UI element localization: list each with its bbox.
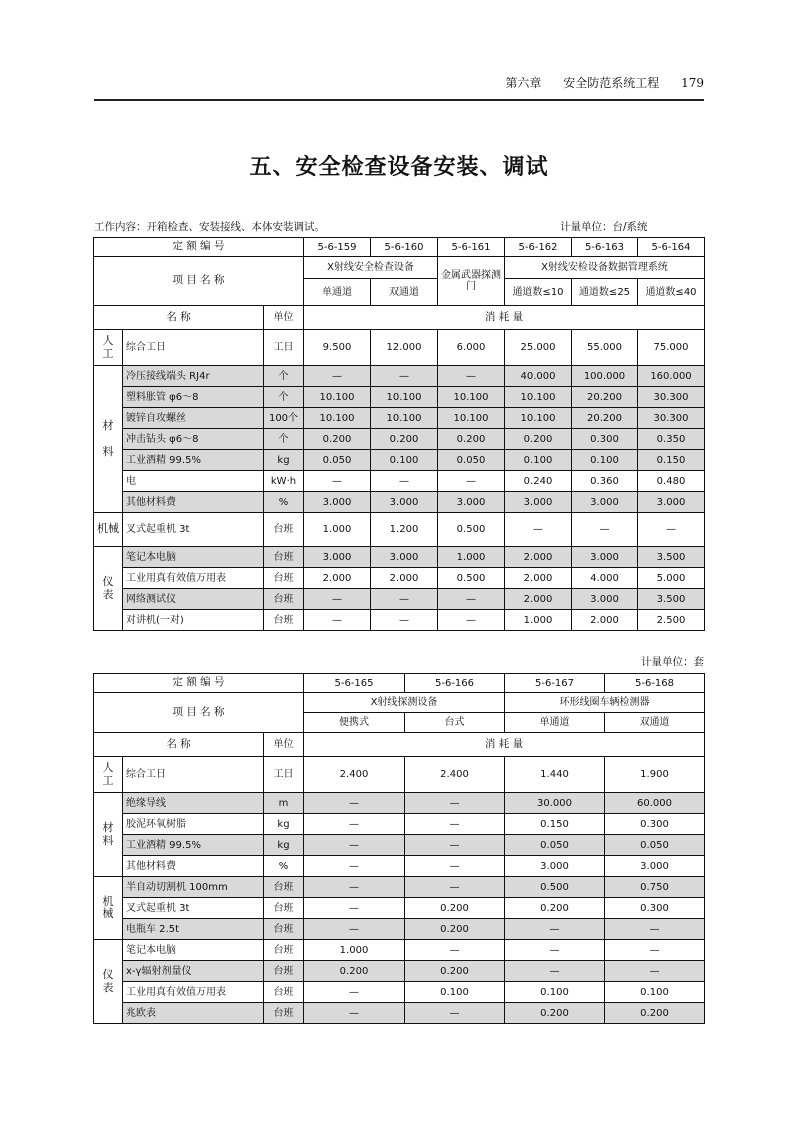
item-name-label: 项 目 名 称 xyxy=(94,693,304,733)
item-name: 电 xyxy=(123,471,264,492)
sub-header-cell: 单通道 xyxy=(304,279,371,306)
item-unit: 台班 xyxy=(264,898,304,919)
table-row xyxy=(94,513,705,547)
value-cell: 0.240 xyxy=(505,471,572,492)
value-cell: 40.000 xyxy=(505,366,572,387)
unit-column-label: 单位 xyxy=(264,733,304,757)
item-name: 兆欧表 xyxy=(123,1003,264,1024)
value-cell: 1.900 xyxy=(605,757,705,793)
item-name: 电瓶车 2.5t xyxy=(123,919,264,940)
value-cell: — xyxy=(304,610,371,631)
value-cell: 0.500 xyxy=(438,568,505,589)
section-label: 安全防范系统工程 xyxy=(563,76,660,90)
code-cell: 5-6-165 xyxy=(304,674,405,693)
value-cell: 0.200 xyxy=(371,429,438,450)
item-unit: 工日 xyxy=(264,330,304,366)
unit-column-label: 单位 xyxy=(264,306,304,330)
value-cell: — xyxy=(438,589,505,610)
value-cell: 3.000 xyxy=(572,547,638,568)
table-row xyxy=(94,1003,705,1024)
item-unit: kg xyxy=(264,814,304,835)
table-row xyxy=(94,835,705,856)
code-cell: 5-6-162 xyxy=(505,238,572,257)
item-name: 工业酒精 99.5% xyxy=(123,835,264,856)
item-unit: 台班 xyxy=(264,513,304,547)
value-cell: 3.000 xyxy=(304,492,371,513)
item-name: 冷压接线端头 RJ4r xyxy=(123,366,264,387)
item-name: 塑料胀管 φ6～8 xyxy=(123,387,264,408)
value-cell: 100.000 xyxy=(572,366,638,387)
value-cell: 0.050 xyxy=(605,835,705,856)
item-name: 其他材料费 xyxy=(123,856,264,877)
page-header xyxy=(94,74,704,91)
value-cell: — xyxy=(304,1003,405,1024)
sub-header-cell: 单通道 xyxy=(505,713,605,733)
group-xray-security: X射线安全检查设备 xyxy=(304,257,438,279)
value-cell: — xyxy=(304,814,405,835)
value-cell: — xyxy=(304,877,405,898)
value-cell: 2.000 xyxy=(505,589,572,610)
item-name: 叉式起重机 3t xyxy=(123,898,264,919)
value-cell: 3.000 xyxy=(572,589,638,610)
table-row xyxy=(94,877,705,898)
value-cell: 0.200 xyxy=(304,429,371,450)
table-row xyxy=(94,940,705,961)
value-cell: 0.200 xyxy=(405,919,505,940)
item-unit: 工日 xyxy=(264,757,304,793)
value-cell: 0.200 xyxy=(605,1003,705,1024)
item-name: 镀锌自攻螺丝 xyxy=(123,408,264,429)
table-row xyxy=(94,814,705,835)
value-cell: — xyxy=(505,961,605,982)
code-cell: 5-6-163 xyxy=(572,238,638,257)
value-cell: 0.200 xyxy=(505,898,605,919)
value-cell: 10.100 xyxy=(505,408,572,429)
value-cell: — xyxy=(304,366,371,387)
value-cell: 0.200 xyxy=(304,961,405,982)
category-material: 材料 xyxy=(94,793,123,877)
value-cell: 10.100 xyxy=(371,408,438,429)
value-cell: 2.000 xyxy=(505,568,572,589)
item-unit: 台班 xyxy=(264,589,304,610)
value-cell: 0.300 xyxy=(605,898,705,919)
table-row xyxy=(94,492,705,513)
table-row xyxy=(94,793,705,814)
value-cell: 0.500 xyxy=(438,513,505,547)
value-cell: 0.100 xyxy=(371,450,438,471)
value-cell: — xyxy=(438,471,505,492)
value-cell: 0.300 xyxy=(605,814,705,835)
work-content: 工作内容：开箱检查、安装接线、本体安装调试。 xyxy=(94,221,325,233)
sub-header-cell: 通道数≤25 xyxy=(572,279,638,306)
table-row xyxy=(94,387,705,408)
value-cell: 0.200 xyxy=(505,429,572,450)
value-cell: — xyxy=(405,856,505,877)
value-cell: 10.100 xyxy=(438,408,505,429)
code-cell: 5-6-160 xyxy=(371,238,438,257)
item-unit: 台班 xyxy=(264,919,304,940)
table-row xyxy=(94,330,705,366)
item-unit: kg xyxy=(264,835,304,856)
table-row xyxy=(94,757,705,793)
value-cell: 3.000 xyxy=(605,856,705,877)
item-name: 笔记本电脑 xyxy=(123,940,264,961)
sub-header-cell: 便携式 xyxy=(304,713,405,733)
name-column-label: 名 称 xyxy=(94,306,264,330)
value-cell: 10.100 xyxy=(371,387,438,408)
table-row xyxy=(94,568,705,589)
value-cell: 55.000 xyxy=(572,330,638,366)
value-cell: 2.000 xyxy=(505,547,572,568)
value-cell: 0.200 xyxy=(405,961,505,982)
group-xray-detection: X射线探测设备 xyxy=(304,693,505,713)
value-cell: 0.360 xyxy=(572,471,638,492)
value-cell: 3.000 xyxy=(371,492,438,513)
value-cell: 5.000 xyxy=(638,568,705,589)
code-cell: 5-6-161 xyxy=(438,238,505,257)
value-cell: 2.400 xyxy=(304,757,405,793)
value-cell: 3.000 xyxy=(505,492,572,513)
item-unit: 台班 xyxy=(264,961,304,982)
chapter-label: 第六章 xyxy=(505,76,542,90)
value-cell: — xyxy=(304,919,405,940)
value-cell: 20.200 xyxy=(572,387,638,408)
item-name: 工业用真有效值万用表 xyxy=(123,982,264,1003)
item-unit: % xyxy=(264,856,304,877)
item-unit: % xyxy=(264,492,304,513)
value-cell: 30.300 xyxy=(638,408,705,429)
table-row xyxy=(94,982,705,1003)
value-cell: 3.000 xyxy=(572,492,638,513)
value-cell: — xyxy=(605,940,705,961)
value-cell: — xyxy=(371,589,438,610)
value-cell: — xyxy=(304,589,371,610)
category-instrument: 仪表 xyxy=(94,547,123,631)
value-cell: 2.400 xyxy=(405,757,505,793)
table-row xyxy=(94,961,705,982)
value-cell: 30.300 xyxy=(638,387,705,408)
value-cell: 10.100 xyxy=(304,387,371,408)
value-cell: 1.000 xyxy=(438,547,505,568)
sub-header-cell: 双通道 xyxy=(605,713,705,733)
value-cell: — xyxy=(405,940,505,961)
value-cell: — xyxy=(304,835,405,856)
column-header-row xyxy=(94,733,705,757)
category-labor: 人工 xyxy=(94,330,123,366)
value-cell: — xyxy=(371,366,438,387)
value-cell: 0.200 xyxy=(505,1003,605,1024)
table-row xyxy=(94,610,705,631)
quota-table-1 xyxy=(93,237,705,631)
header-rule xyxy=(94,99,704,101)
quota-code-row xyxy=(94,238,705,257)
category-labor: 人工 xyxy=(94,757,123,793)
value-cell: 0.050 xyxy=(505,835,605,856)
item-name: 综合工日 xyxy=(123,757,264,793)
value-cell: — xyxy=(304,898,405,919)
value-cell: 75.000 xyxy=(638,330,705,366)
item-name: x-γ辐射剂量仪 xyxy=(123,961,264,982)
value-cell: 0.100 xyxy=(572,450,638,471)
unit-label-table1: 计量单位：台/系统 xyxy=(560,221,648,233)
value-cell: 20.200 xyxy=(572,408,638,429)
table-row xyxy=(94,919,705,940)
unit-label-table2: 计量单位：套 xyxy=(641,656,704,668)
item-unit: 台班 xyxy=(264,940,304,961)
value-cell: 1.000 xyxy=(304,940,405,961)
item-name: 叉式起重机 3t xyxy=(123,513,264,547)
value-cell: 10.100 xyxy=(505,387,572,408)
value-cell: — xyxy=(505,940,605,961)
value-cell: — xyxy=(405,1003,505,1024)
value-cell: 2.500 xyxy=(638,610,705,631)
value-cell: 0.100 xyxy=(405,982,505,1003)
value-cell: 0.150 xyxy=(505,814,605,835)
item-unit: 台班 xyxy=(264,1003,304,1024)
value-cell: — xyxy=(371,471,438,492)
value-cell: 0.150 xyxy=(638,450,705,471)
item-name: 笔记本电脑 xyxy=(123,547,264,568)
group-loop-detector: 环形线圈车辆检测器 xyxy=(505,693,705,713)
item-name: 综合工日 xyxy=(123,330,264,366)
table-row xyxy=(94,366,705,387)
code-cell: 5-6-159 xyxy=(304,238,371,257)
sub-header-cell: 通道数≤40 xyxy=(638,279,705,306)
category-material: 材料 xyxy=(94,366,123,513)
value-cell: — xyxy=(505,513,572,547)
item-unit: 台班 xyxy=(264,610,304,631)
value-cell: 4.000 xyxy=(572,568,638,589)
item-unit: 台班 xyxy=(264,982,304,1003)
sub-header-cell: 台式 xyxy=(405,713,505,733)
category-instrument: 仪表 xyxy=(94,940,123,1024)
consumption-label: 消 耗 量 xyxy=(304,306,705,330)
value-cell: — xyxy=(304,982,405,1003)
item-unit: m xyxy=(264,793,304,814)
value-cell: 3.000 xyxy=(505,856,605,877)
item-name-label: 项 目 名 称 xyxy=(94,257,304,306)
value-cell: 160.000 xyxy=(638,366,705,387)
value-cell: 0.200 xyxy=(438,429,505,450)
code-cell: 5-6-168 xyxy=(605,674,705,693)
item-name: 其他材料费 xyxy=(123,492,264,513)
value-cell: 2.000 xyxy=(371,568,438,589)
value-cell: — xyxy=(438,366,505,387)
value-cell: — xyxy=(638,513,705,547)
value-cell: — xyxy=(304,793,405,814)
value-cell: 2.000 xyxy=(304,568,371,589)
value-cell: 0.100 xyxy=(505,450,572,471)
value-cell: — xyxy=(405,814,505,835)
item-name: 对讲机(一对) xyxy=(123,610,264,631)
value-cell: 0.750 xyxy=(605,877,705,898)
group-header-row xyxy=(94,693,705,713)
item-unit: 100个 xyxy=(264,408,304,429)
value-cell: — xyxy=(371,610,438,631)
group-header-row xyxy=(94,257,705,279)
item-name: 胶泥环氧树脂 xyxy=(123,814,264,835)
item-unit: 个 xyxy=(264,387,304,408)
value-cell: — xyxy=(405,877,505,898)
value-cell: 0.050 xyxy=(304,450,371,471)
value-cell: 3.000 xyxy=(371,547,438,568)
value-cell: 0.200 xyxy=(405,898,505,919)
item-unit: 台班 xyxy=(264,568,304,589)
item-unit: 台班 xyxy=(264,547,304,568)
value-cell: — xyxy=(605,919,705,940)
table-row xyxy=(94,450,705,471)
value-cell: — xyxy=(505,919,605,940)
group-metal-detector: 金属武器探测门 xyxy=(438,257,505,306)
item-unit: 台班 xyxy=(264,877,304,898)
value-cell: — xyxy=(572,513,638,547)
item-unit: 个 xyxy=(264,366,304,387)
quota-table-2 xyxy=(93,673,705,1024)
quota-no-label: 定 额 编 号 xyxy=(94,238,304,257)
table-row xyxy=(94,856,705,877)
value-cell: 12.000 xyxy=(371,330,438,366)
category-machine: 机械 xyxy=(94,513,123,547)
item-unit: kg xyxy=(264,450,304,471)
value-cell: 10.100 xyxy=(304,408,371,429)
item-name: 工业用真有效值万用表 xyxy=(123,568,264,589)
value-cell: 0.100 xyxy=(605,982,705,1003)
value-cell: — xyxy=(405,835,505,856)
page-number: 179 xyxy=(681,76,704,90)
value-cell: 10.100 xyxy=(438,387,505,408)
value-cell: 0.350 xyxy=(638,429,705,450)
value-cell: 0.100 xyxy=(505,982,605,1003)
value-cell: — xyxy=(605,961,705,982)
value-cell: 0.050 xyxy=(438,450,505,471)
value-cell: 3.500 xyxy=(638,547,705,568)
code-cell: 5-6-166 xyxy=(405,674,505,693)
group-data-system: X射线安检设备数据管理系统 xyxy=(505,257,705,279)
value-cell: 60.000 xyxy=(605,793,705,814)
item-unit: 个 xyxy=(264,429,304,450)
item-unit: kW·h xyxy=(264,471,304,492)
item-name: 网络测试仪 xyxy=(123,589,264,610)
value-cell: 2.000 xyxy=(572,610,638,631)
code-cell: 5-6-167 xyxy=(505,674,605,693)
value-cell: 1.000 xyxy=(505,610,572,631)
value-cell: — xyxy=(304,856,405,877)
value-cell: 3.500 xyxy=(638,589,705,610)
page-title: 五、安全检查设备安装、调试 xyxy=(249,154,549,180)
table-row xyxy=(94,408,705,429)
value-cell: 9.500 xyxy=(304,330,371,366)
value-cell: 6.000 xyxy=(438,330,505,366)
value-cell: 30.000 xyxy=(505,793,605,814)
value-cell: 0.500 xyxy=(505,877,605,898)
value-cell: 0.300 xyxy=(572,429,638,450)
consumption-label: 消 耗 量 xyxy=(304,733,705,757)
value-cell: — xyxy=(405,793,505,814)
category-machine: 机械 xyxy=(94,877,123,940)
code-cell: 5-6-164 xyxy=(638,238,705,257)
value-cell: 3.000 xyxy=(304,547,371,568)
table-row xyxy=(94,471,705,492)
value-cell: — xyxy=(438,610,505,631)
quota-no-label: 定 额 编 号 xyxy=(94,674,304,693)
column-header-row xyxy=(94,306,705,330)
sub-header-cell: 通道数≤10 xyxy=(505,279,572,306)
table-row xyxy=(94,589,705,610)
value-cell: 25.000 xyxy=(505,330,572,366)
value-cell: 1.200 xyxy=(371,513,438,547)
value-cell: 3.000 xyxy=(638,492,705,513)
item-name: 冲击钻头 φ6～8 xyxy=(123,429,264,450)
quota-code-row xyxy=(94,674,705,693)
value-cell: 1.440 xyxy=(505,757,605,793)
value-cell: — xyxy=(304,471,371,492)
value-cell: 0.480 xyxy=(638,471,705,492)
value-cell: 3.000 xyxy=(438,492,505,513)
value-cell: 1.000 xyxy=(304,513,371,547)
name-column-label: 名 称 xyxy=(94,733,264,757)
item-name: 绝缘导线 xyxy=(123,793,264,814)
sub-header-cell: 双通道 xyxy=(371,279,438,306)
item-name: 半自动切割机 100mm xyxy=(123,877,264,898)
table-row xyxy=(94,547,705,568)
item-name: 工业酒精 99.5% xyxy=(123,450,264,471)
table-row xyxy=(94,898,705,919)
table-row xyxy=(94,429,705,450)
